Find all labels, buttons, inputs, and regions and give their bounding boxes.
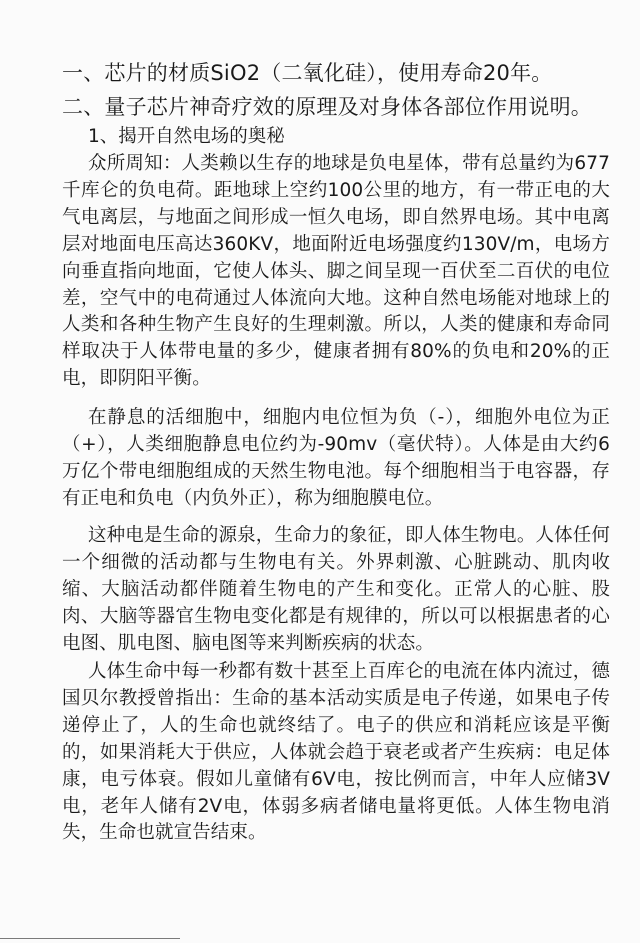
section-title: 1、揭开自然电场的奥秘 — [88, 126, 285, 147]
paragraph-natural-field: 众所周知：人类赖以生存的地球是负电星体，带有总量约为677千库仑的负电荷。距地球上空约100公里的地方，有一带正电的大气电离层，与地面之间形成一恒久电场，即自然界电场。其中电离层对地面电压高达360KV，地面附近电场强度约130V/m，电场方向垂直指向地面，它使人体头、脚之间呈现一百伏至二百伏的电位差，空气中的电荷通过人体流向大地。这种自然电场能对地球上的人类和各种生物产生良好的生理刺激。所以，人类的健康和寿命同样取决于人体带电量的多少，健康者拥有80%的负电和20%的正电，即阴阳平衡。 — [62, 153, 610, 390]
paragraph-electron-transfer: 人体生命中每一秒都有数十甚至上百库仑的电流在体内流过，德国贝尔教授曾指出：生命的基本活动实质是电子传递，如果电子传递停止了，人的生命也就终结了。电子的供应和消耗应该是平衡的，如果消耗大于供应，人体就会趋于衰老或者产生疾病：电足体康，电亏体衰。假如儿童储有6V电，按比例而言，中年人应储3V电，老年人储有2V电，体弱多病者储电量将更低。人体生物电消失，生命也就宣告结束。 — [62, 661, 610, 844]
heading-principle: 二、量子芯片神奇疗效的原理及对身体各部位作用说明。 — [62, 95, 592, 119]
paragraph-bioelectricity: 这种电是生命的源泉，生命力的象征，即人体生物电。人体任何一个细微的活动都与生物电有关。外界刺激、心脏跳动、肌肉收缩、大脑活动都伴随着生物电的产生和变化。正常人的心脏、股肉、大脑等器官生物电变化都是有规律的，所以可以根据患者的心电图、肌电图、脑电图等来判断疾病的状态。 — [62, 525, 610, 654]
bottom-divider — [0, 938, 180, 939]
paragraph-cell-potential: 在静息的活细胞中，细胞内电位恒为负（-），细胞外电位为正（+），人类细胞静息电位约为-90mv（毫伏特）。人体是由大约6万亿个带电细胞组成的天然生物电池。每个细胞相当于电容器，存有正电和负电（内负外正），称为细胞膜电位。 — [62, 407, 610, 509]
heading-material: 一、芯片的材质SiO2（二氧化硅），使用寿命20年。 — [62, 61, 553, 85]
